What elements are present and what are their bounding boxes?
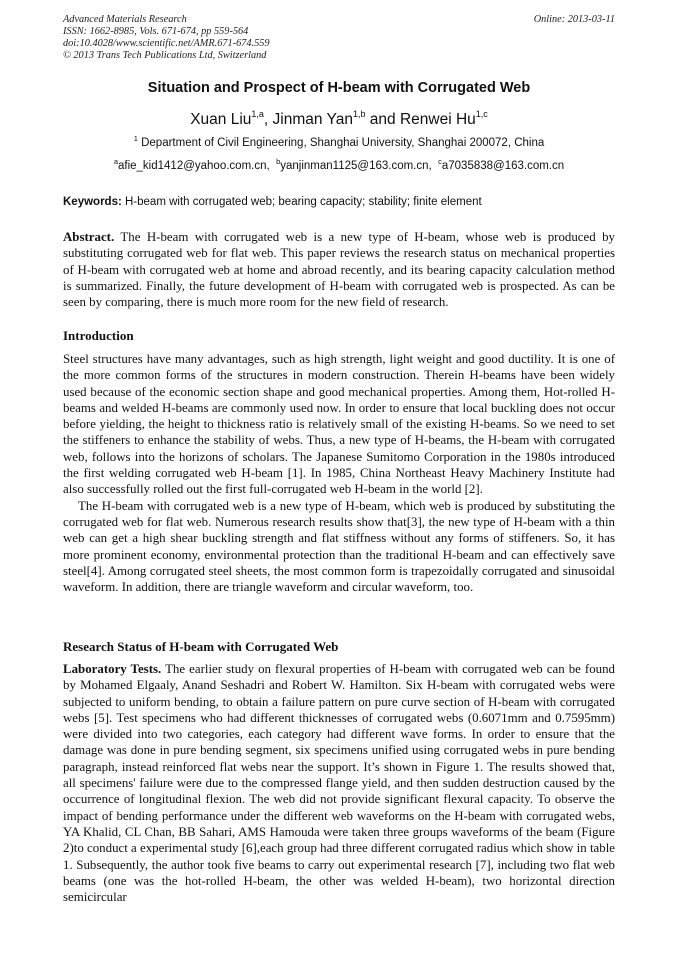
section-heading-research: Research Status of H-beam with Corrugated Web <box>63 639 339 654</box>
affiliation-text: Department of Civil Engineering, Shanghai University, Shanghai 200072, China <box>141 137 545 149</box>
email-sup: a <box>113 157 118 166</box>
section-heading-introduction: Introduction <box>63 328 134 343</box>
journal-name: Advanced Materials Research <box>63 14 187 25</box>
email-list <box>0 157 678 172</box>
introduction-body <box>63 351 615 595</box>
author-name: Jinman Yan <box>272 111 353 128</box>
doi-line: doi:10.4028/www.scientific.net/AMR.671-674.559 <box>63 38 270 49</box>
affiliation <box>0 134 678 149</box>
paragraph: Steel structures have many advantages, such as high strength, light weight and good ductility. It is one of the more common forms of the structures in modern construction. Therein H-beams have been widely used because of the economic section shape and good mechanical properties. Among them, Hot-rolled H-beams and welded H-beams are commonly used now. In order to ensure that local buckling does not occur before yielding, the height to thickness ratio is relatively small of the existing H-beams. So we need to set the stiffeners to enhance the stability of webs. Thus, a new type of H-beams, the H-beam with corrugated web, follows into the horizons of scholars. The Japanese Sumitomo Corporation in the 1980s introduced the first welding corrugated web H-beam [1]. In 1985, China Northeast Heavy Machinery Institute had also successfully rolled out the first full-corrugated web H-beam in the world [2]. <box>63 352 615 497</box>
author-affil-sup: 1,a <box>251 109 264 119</box>
email-sup: b <box>276 157 281 166</box>
paragraph: The H-beam with corrugated web is a new type of H-beam, which web is produced by substituting the corrugated web for flat web. Numerous research results show that[3], the new type of H-beam with a thin web can get a high shear buckling strength and flat stiffness without any forms of stiffeners. So, it has more prominent economy, environmental protection than the traditional H-beam and can effectively save steel[4]. Among corrugated steel sheets, the most common form is trapezoidally corrugated and sinusoidal waveform. In addition, there are triangle waveform and circular waveform, too. <box>63 498 615 595</box>
research-body <box>63 661 615 905</box>
affiliation-number: 1 <box>133 134 138 143</box>
copyright-line: © 2013 Trans Tech Publications Ltd, Switzerland <box>63 50 267 61</box>
email-link[interactable]: yanjinman1125@163.com.cn, <box>280 160 432 172</box>
paper-title: Situation and Prospect of H-beam with Corrugated Web <box>147 80 531 96</box>
abstract <box>63 229 615 310</box>
author-affil-sup: 1,b <box>352 109 366 119</box>
issn-line: ISSN: 1662-8985, Vols. 671-674, pp 559-564 <box>63 26 249 37</box>
email-sup: c <box>438 157 442 166</box>
author-list: Xuan Liu$^{1,a}$, Jinman Yan$^{1,b}$ and Renwei Hu$^{1,c}$ <box>190 109 488 128</box>
subsection-label: Laboratory Tests. <box>63 662 162 676</box>
keywords-text: H-beam with corrugated web; bearing capacity; stability; finite element <box>125 196 482 208</box>
author-name: Renwei Hu <box>399 111 476 128</box>
author-name: Xuan Liu <box>190 111 252 128</box>
keywords-label: Keywords: <box>63 196 122 208</box>
abstract-text: The H-beam with corrugated web is a new type of H-beam, whose web is produced by substituting corrugated web for flat web. This paper reviews the research status on mechanical properties of H-beam with corrugated web at home and abroad recently, and its bearing capacity calculation method is summarized. Finally, the future development of H-beam with corrugated web is prospected. As can be seen by comparing, there is much more room for the new field of research. <box>63 230 615 310</box>
email-link[interactable]: a7035838@163.com.cn <box>441 160 565 172</box>
abstract-label: Abstract. <box>63 230 115 244</box>
paragraph: The earlier study on flexural properties of H-beam with corrugated web can be found by Mohamed Elgaaly, Anand Seshadri and Robert W. Hamilton. Six H-beam with corrugated webs were subjected to uniform bending, to obtain a failure pattern on pure curve section of H-beam with corrugated webs [5]. Test specimens who had different thicknesses of corrugated webs (0.6071mm and 0.7595mm) were divided into two categories, each category had different wave forms. In order to ensure that the damage was done in pure bending segment, six specimens unified using corrugated webs in pure bending paragraph, instead reinforced flat webs near the support. It’s shown in Figure 1. The results showed that, all specimens' failure were due to the compressed flange yield, and then sudden destruction caused by the occurrence of longitudinal flexion. The web did not provide significant flexural capacity. To observe the impact of bending performance under the different web waveforms on the H-beam with corrugated webs, YA Khalid, CL Chan, BB Sahari, AMS Hamouda were taken three groups waveforms of the beam (Figure 2)to conduct a experimental study [6],each group had three different corrugated radius which show in table 1. Subsequently, the author took five beams to carry out experimental research [7], including two flat web beams (one was the hot-rolled H-beam, the other was welded H-beam), two horizontal direction semicircular <box>63 662 615 905</box>
email-link[interactable]: afie_kid1412@yahoo.com.cn, <box>118 160 270 172</box>
author-conjunction: and <box>369 111 396 128</box>
journal-header <box>63 14 270 62</box>
online-date: Online: 2013-03-11 <box>533 14 615 25</box>
keywords <box>63 196 623 208</box>
author-affil-sup: 1,c <box>475 109 488 119</box>
